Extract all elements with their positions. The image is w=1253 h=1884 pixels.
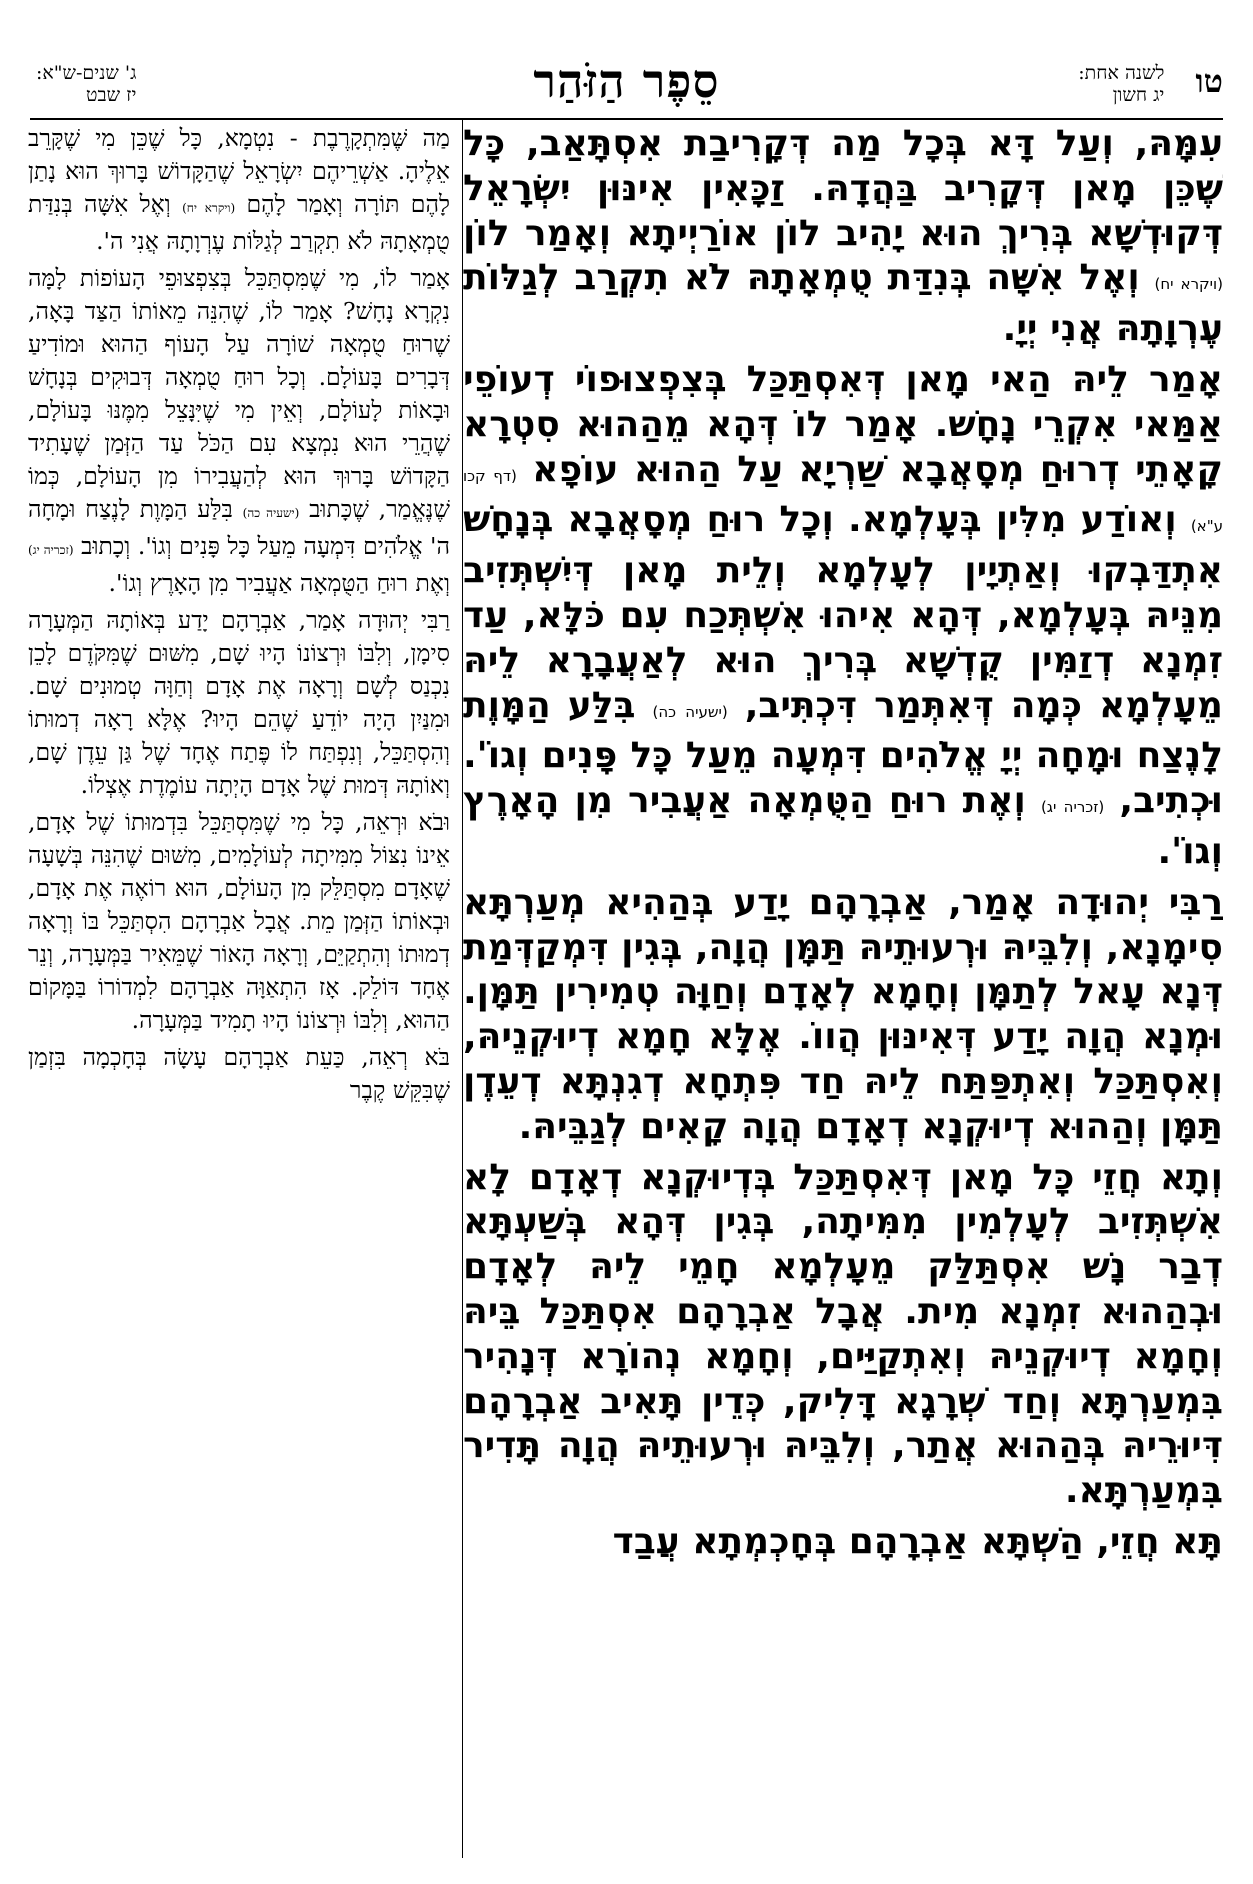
main-paragraph: אָמַר לֵיהּ הַאי מָאן דְּאִסְתַּכַּל בְּצִפְצוּפוֹי דְעוֹפֵי אַמַּאי אִקְרֵי נָחָשׁ. אָמַר לוֹ דְּהָא מֵהַהוּא סִטְרָא קָאָתֵי דְרוּחַ מְסָאֲבָא שַׁרְיָא עַל הַהוּא עוֹפָא (דף קכו ע"א) וְאוֹדַע מִלִּין בְּעָלְמָא. וְכָל רוּחַ מְסָאֲבָא בְּנָחָשׁ אִתְדַּבְקוּ וְאַתְיָין לְעָלְמָא וְלֵית מָאן דְּיִשְׁתְּזִיב מִנֵּיהּ בְּעָלְמָא, דְּהָא אִיהוּ אִשְׁתְּכַח עִם כֹּלָּא, עַד זִמְנָא דְזַמִּין קֻדְשָׁא בְּרִיךְ הוּא לְאַעֲבָרָא לֵיהּ מֵעָלְמָא כְּמָה דְּאִתְּמַר דִּכְתִּיב, (ישעיה כה) בִּלַּע הַמָּוֶת לָנֶצַח וּמָחָה יְיָ אֱלֹהִים דִּמְעָה מֵעַל כָּל פָּנִים וְגוֹ'. וּכְתִיב, (זכריה יג) וְאֶת רוּחַ הַטֻּמְאָה אַעֲבִיר מִן הָאָרֶץ וְגוֹ'. — [463, 358, 1223, 872]
schedule-three-years — [36, 62, 136, 106]
source-reference: (זכריה יג) — [28, 543, 74, 557]
hebrew-translation-column — [28, 122, 450, 1858]
main-paragraph: רַבִּי יְהוּדָה אָמַר, אַבְרָהָם יָדַע בְּהַהִיא מְעַרְתָּא סִימָנָא, וְלִבֵּיהּ וּרְעוּתֵיהּ תַּמָּן הֲוָה, בְּגִין דִּמְקַדְּמַת דְּנָא עָאל לְתַמָּן וְחָמָא לְאָדָם וְחַוָּה טְמִירִין תַּמָּן. וּמְנָא הֲוָה יָדַע דְּאִינּוּן הֲווֹ. אֶלָּא חָמָא דְיוּקְנֵיהּ, וְאִסְתַּכַּל וְאִתְפַּתַּח לֵיהּ חַד פִּתְחָא דְגִנְתָּא דְעֵדֶן תַּמָּן וְהַהוּא דְיוּקְנָא דְאָדָם הֲוָה קָאִים לְגַבֵּיהּ. — [463, 881, 1223, 1147]
schedule-three-years-date: יז שבט — [86, 84, 137, 106]
page-header — [30, 52, 1223, 114]
side-paragraph: רַבִּי יְהוּדָה אָמַר, אַבְרָהָם יָדַע בְּאוֹתָהּ הַמְּעָרָה סִימָן, וְלִבּוֹ וּרְצוֹנוֹ הָיוּ שָׁם, מִשּׁוּם שֶׁמִּקֹּדֶם לָכֵן נִכְנַס לְשָׁם וְרָאָה אֶת אָדָם וְחַוָּה טְמוּנִים שָׁם. וּמִנַּיִן הָיָה יוֹדֵעַ שֶׁהֵם הָיוּ? אֶלָּא רָאָה דְמוּתוֹ וְהִסְתַּכֵּל, וְנִפְתַּח לוֹ פֶּתַח אֶחָד שֶׁל גַּן עֵדֶן שָׁם, וְאוֹתָהּ דְּמוּת שֶׁל אָדָם הָיְתָה עוֹמֶדֶת אֶצְלוֹ. — [28, 606, 450, 799]
book-title: סֵפֶר הַזֹּהַר — [533, 54, 720, 108]
source-reference: (ויקרא יח) — [182, 201, 236, 215]
source-reference: (דף קכו ע"א) — [463, 466, 1223, 536]
schedule-three-years-label: ג' שנים-ש"א: — [36, 62, 137, 84]
source-reference: (זכריה יג) — [1040, 798, 1105, 817]
side-paragraph: אָמַר לוֹ, מִי שֶׁמִּסְתַּכֵּל בְּצִפְצוּפֵי הָעוֹפוֹת לָמָּה נִקְרָא נָחָשׁ? אָמַר לוֹ, שֶׁהִנֵּה מֵאוֹתוֹ הַצַּד בָּאָה, שֶׁרוּחַ טֻמְאָה שׁוֹרָה עַל הָעוֹף הַהוּא וּמוֹדִיעַ דְּבָרִים בָּעוֹלָם. וְכָל רוּחַ טֻמְאָה דְּבוּקִים בְּנָחָשׁ וּבָאוֹת לָעוֹלָם, וְאֵין מִי שֶׁיִּנָּצֵל מִמֶּנּוּ בָּעוֹלָם, שֶׁהֲרֵי הוּא נִמְצָא עִם הַכֹּל עַד הַזְּמַן שֶׁעָתִיד הַקָּדוֹשׁ בָּרוּךְ הוּא לְהַעֲבִירוֹ מִן הָעוֹלָם, כְּמוֹ שֶׁנֶּאֱמַר, שֶׁכָּתוּב (ישעיה כה) בִּלַּע הַמָּוֶת לָנֶצַח וּמָחָה ה' אֱלֹהִים דִּמְעָה מֵעַל כָּל פָּנִים וְגוֹ'. וְכָתוּב (זכריה יג) וְאֶת רוּחַ הַטֻּמְאָה אַעֲבִיר מִן הָאָרֶץ וְגוֹ'. — [28, 264, 450, 597]
header-divider — [30, 118, 1223, 120]
page-number: טו — [1195, 62, 1223, 100]
main-paragraph: וְתָא חֲזֵי כָּל מָאן דְּאִסְתַּכַּל בְּדְיוּקְנָא דְאָדָם לָא אִשְׁתְּזִיב לְעָלְמִין מִמִּיתָה, בְּגִין דְּהָא בְּשַׁעְתָּא דְבַר נָשׁ אִסְתַּלַּק מֵעָלְמָא חָמֵי לֵיהּ לְאָדָם וּבְהַהוּא זִמְנָא מִית. אֲבָל אַבְרָהָם אִסְתַּכַּל בֵּיהּ וְחָמָא דְיוּקְנֵיהּ וְאִתְקַיַּים, וְחָמָא נְהוֹרָא דְּנָהִיר בִּמְעַרְתָּא וְחַד שְׁרָגָא דָּלִיק, כְּדֵין תָּאִיב אַבְרָהָם דִּיוּרֵיהּ בְּהַהוּא אֲתַר, וְלִבֵּיהּ וּרְעוּתֵיהּ הֲוָה תָּדִיר בִּמְעַרְתָּא. — [463, 1156, 1223, 1512]
source-reference: (ויקרא יח) — [1154, 275, 1223, 294]
main-paragraph: עִמָּהּ, וְעַל דָּא בְּכָל מַה דְּקָרִיבַת אִסְתָּאַב, כָּל שֶׁכֵּן מָאן דְּקָרִיב בַּהֲדָהּ. זַכָּאִין אִינּוּן יִשְׂרָאֵל דְּקוּדְשָׁא בְּרִיךְ הוּא יָהִיב לוֹן אוֹרַיְיתָא וְאָמַר לוֹן (ויקרא יח) וְאֶל אִשָּׁה בְּנִדַּת טֻמְאָתָהּ לֹא תִקְרַב לְגַלּוֹת עֶרְוָתָהּ אֲנִי יְיָ. — [463, 123, 1223, 350]
source-reference: (ישעיה כה) — [242, 506, 300, 520]
side-paragraph: בֹּא רְאֵה, כַּעֵת אַבְרָהָם עָשָׂה בְּחָכְמָה בִּזְמַן שֶׁבִּקֵּשׁ קֶבֶר — [28, 1043, 450, 1104]
main-paragraph: תָּא חֲזֵי, הַשְׁתָּא אַבְרָהָם בְּחָכְמְתָא עֲבַד — [612, 1520, 1223, 1562]
schedule-one-year-date: יג חשון — [1112, 84, 1165, 106]
aramaic-main-column — [463, 122, 1223, 1858]
schedule-one-year-label: לשנה אחת: — [1078, 62, 1165, 84]
side-paragraph: מַה שֶּׁמִּתְקָרֶבֶת - נִטְמָא, כָּל שֶׁכֵּן מִי שֶׁקָּרֵב אֵלֶיהָ. אַשְׁרֵיהֶם יִשְׂרָאֵל שֶׁהַקָּדוֹשׁ בָּרוּךְ הוּא נָתַן לָהֶם תּוֹרָה וְאָמַר לָהֶם (ויקרא יח) וְאֶל אִשָּׁה בְּנִדַּת טֻמְאָתָהּ לֹא תִקְרַב לְגַלּוֹת עֶרְוָתָהּ אֲנִי ה'. — [28, 124, 450, 255]
side-paragraph: וּבֹא וּרְאֵה, כָּל מִי שֶׁמִּסְתַּכֵּל בִּדְמוּתוֹ שֶׁל אָדָם, אֵינוֹ נִצּוֹל מִמִּיתָה לְעוֹלָמִים, מִשּׁוּם שֶׁהִנֵּה בְּשָׁעָה שֶׁאָדָם מִסְתַּלֵּק מִן הָעוֹלָם, הוּא רוֹאֶה אֶת אָדָם, וּבְאוֹתוֹ הַזְּמַן מֵת. אֲבָל אַבְרָהָם הִסְתַּכֵּל בּוֹ וְרָאָה דְמוּתוֹ וְהִתְקַיֵּם, וְרָאָה הָאוֹר שֶׁמֵּאִיר בַּמְּעָרָה, וְנֵר אֶחָד דּוֹלֵק. אָז הִתְאַוָּה אַבְרָהָם לִמְדוֹרוֹ בַּמָּקוֹם הַהוּא, וְלִבּוֹ וּרְצוֹנוֹ הָיוּ תָמִיד בַּמְּעָרָה. — [28, 808, 450, 1034]
source-reference: (ישעיה כה) — [652, 702, 728, 721]
